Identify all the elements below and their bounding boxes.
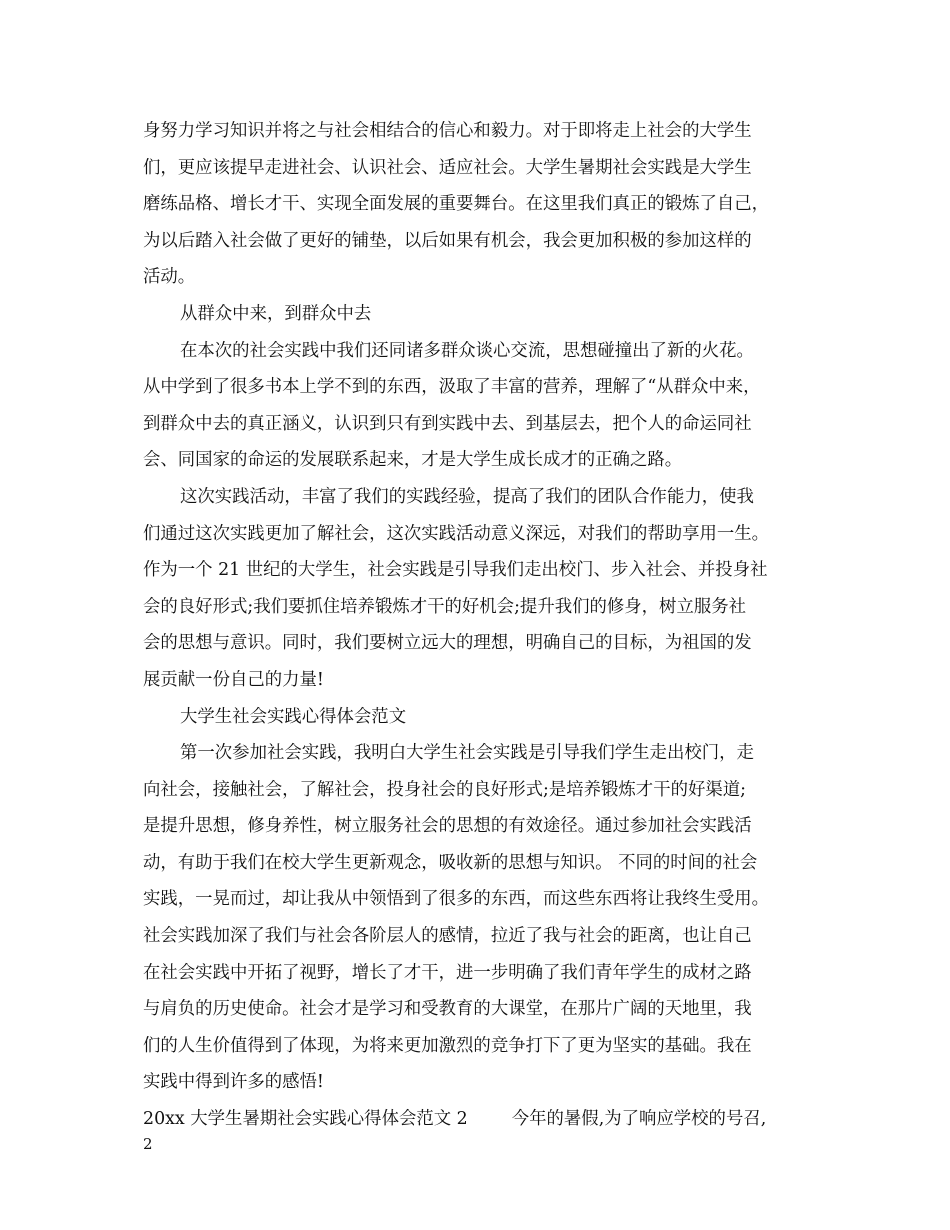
section-heading-2: 大学生社会实践心得体会范文 (180, 706, 407, 727)
text-line-19: 向社会，接触社会，了解社会，投身社会的良好形式;是培养锻炼才干的好渠道; (143, 779, 747, 800)
text-line-9: 到群众中去的真正涵义，认识到只有到实践中去、到基层去，把个人的命运同社 (143, 413, 752, 434)
text-line-5: 活动。 (143, 267, 196, 288)
text-line-8: 从中学到了很多书本上学不到的东西，汲取了丰富的营养，理解了“从群众中来， (143, 377, 761, 398)
text-line-3: 磨练品格、增长才干、实现全面发展的重要舞台。在这里我们真正的锻炼了自己， (143, 194, 770, 215)
section-heading-3: 20xx 大学生暑期社会实践心得体会范文 2 (143, 1109, 468, 1130)
text-line-23: 社会实践加深了我们与社会各阶层人的感情，拉近了我与社会的距离，也让自己 (143, 926, 752, 947)
text-line-11: 这次实践活动，丰富了我们的实践经验，提高了我们的团队合作能力，使我 (180, 486, 754, 507)
body-text (143, 113, 813, 1138)
section-heading-1: 从群众中来，到群众中去 (180, 303, 372, 324)
text-line-7: 在本次的社会实践中我们还同诸多群众谈心交流，思想碰撞出了新的火花。 (180, 340, 754, 361)
text-line-26: 们的人生价值得到了体现，为将来更加激烈的竞争打下了更为坚实的基础。我在 (143, 1035, 752, 1056)
paragraph-start: 今年的暑假,为了响应学校的号召, (511, 1109, 767, 1130)
text-line-16: 展贡献一份自己的力量! (143, 669, 324, 690)
text-line-18: 第一次参加社会实践，我明白大学生社会实践是引导我们学生走出校门，走 (180, 743, 754, 764)
text-line-22: 实践，一晃而过，却让我从中领悟到了很多的东西，而这些东西将让我终生受用。 (143, 889, 770, 910)
text-line-1: 身努力学习知识并将之与社会相结合的信心和毅力。对于即将走上社会的大学生 (143, 121, 752, 141)
text-line-4: 为以后踏入社会做了更好的铺垫，以后如果有机会，我会更加积极的参加这样的 (143, 230, 752, 251)
page-number: 2 (143, 1135, 153, 1153)
text-line-15: 会的思想与意识。同时，我们要树立远大的理想，明确自己的目标，为祖国的发 (143, 633, 752, 654)
text-line-12: 们通过这次实践更加了解社会，这次实践活动意义深远，对我们的帮助享用一生。 (143, 523, 770, 544)
text-line-25: 与肩负的历史使命。社会才是学习和受教育的大课堂，在那片广阔的天地里，我 (143, 999, 752, 1020)
text-line-2: 们，更应该提早走进社会、认识社会、适应社会。大学生暑期社会实践是大学生 (143, 157, 752, 178)
text-line-14: 会的良好形式;我们要抓住培养锻炼才干的好机会;提升我们的修身，树立服务社 (143, 596, 747, 617)
text-line-28 (143, 1101, 813, 1138)
text-line-21: 动，有助于我们在校大学生更新观念，吸收新的思想与知识。 不同的时间的社会 (143, 852, 758, 873)
text-line-20: 是提升思想，修身养性，树立服务社会的思想的有效途径。通过参加社会实践活 (143, 816, 752, 837)
text-line-27: 实践中得到许多的感悟! (143, 1072, 324, 1093)
text-line-10: 会、同国家的命运的发展联系起来，才是大学生成长成才的正确之路。 (143, 450, 683, 471)
text-line-13: 作为一个 21 世纪的大学生，社会实践是引导我们走出校门、步入社会、并投身社 (143, 560, 768, 581)
text-line-24: 在社会实践中开拓了视野，增长了才干，进一步明确了我们青年学生的成材之路 (143, 962, 752, 983)
